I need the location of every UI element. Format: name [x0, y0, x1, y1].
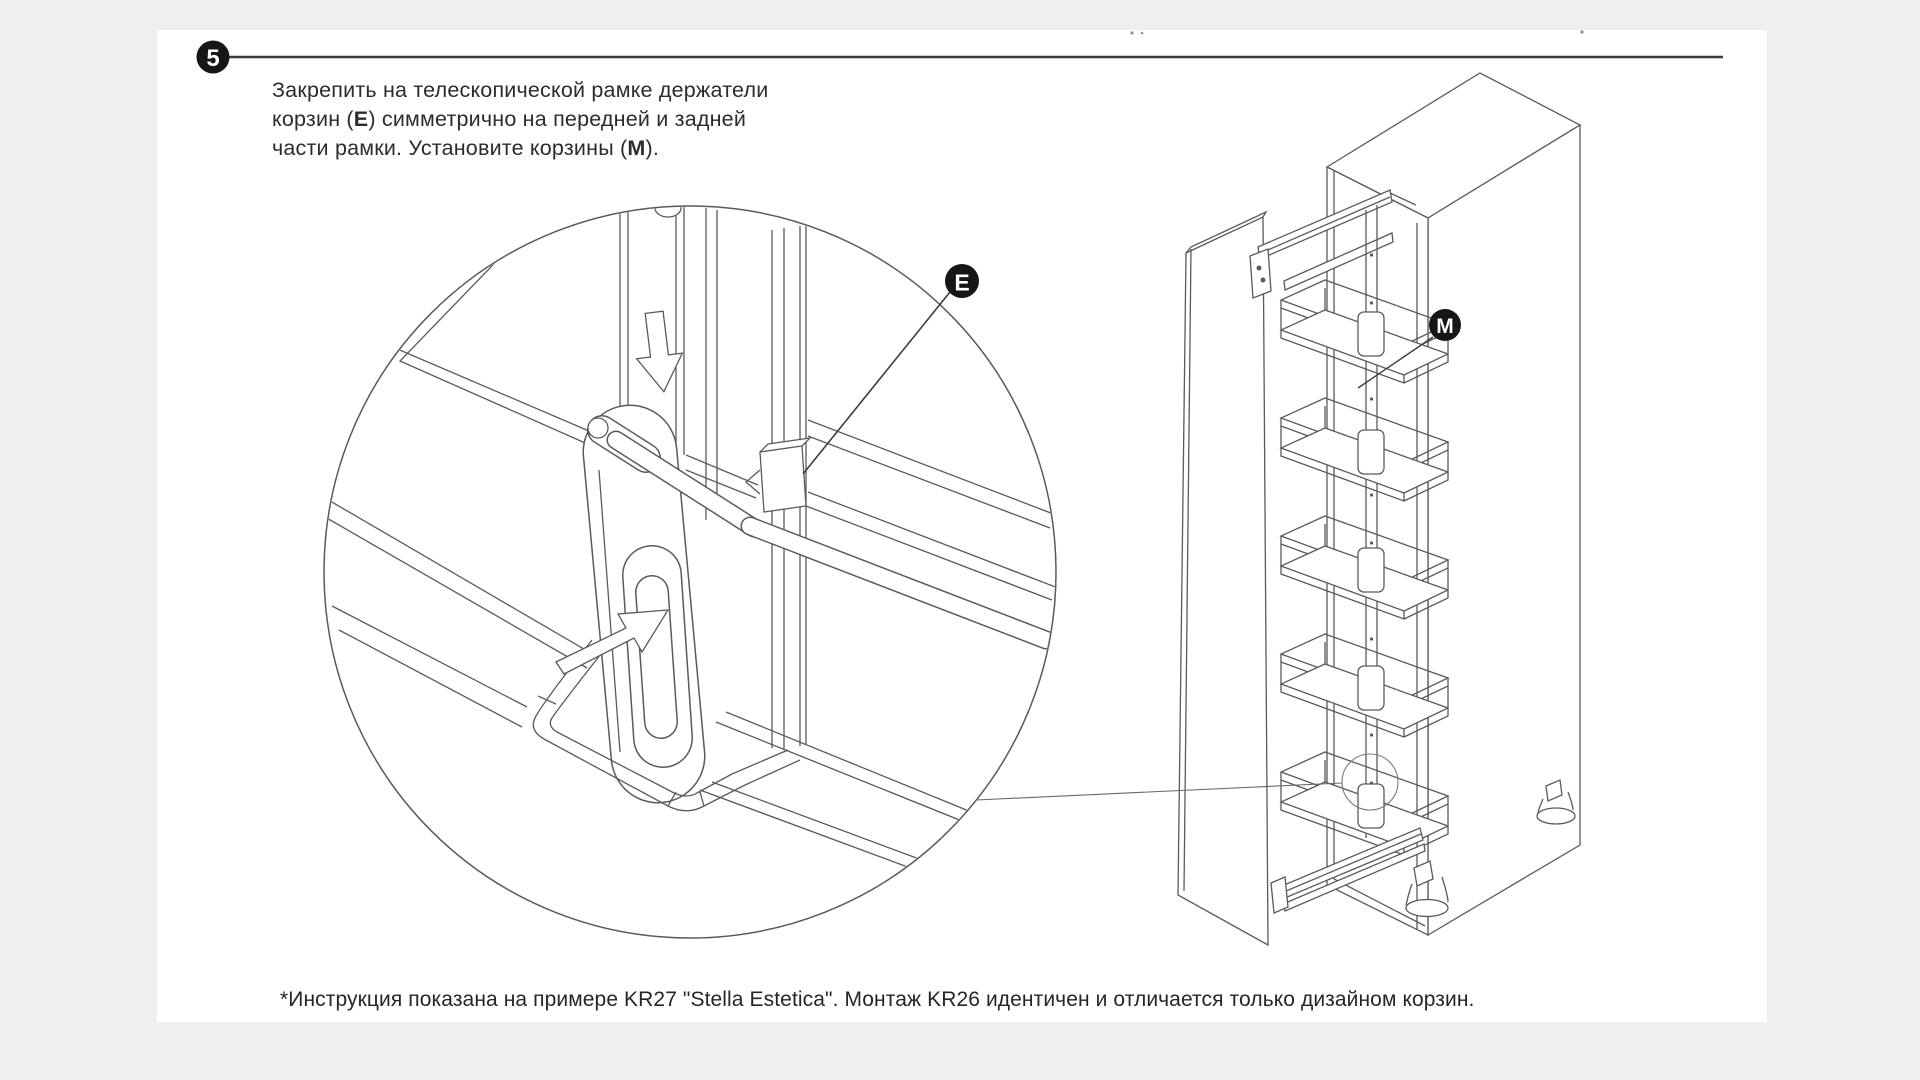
frame-rails-bottom	[700, 712, 1040, 905]
holder-clip-e	[746, 438, 810, 512]
part-label-e	[803, 264, 979, 474]
down-arrow-icon	[631, 309, 686, 394]
step-number: 5	[206, 45, 220, 72]
instruction-line-3: части рамки. Установите корзины (M).	[272, 136, 660, 160]
footnote-text: *Инструкция показана на примере KR27 "Stella Estetica". Монтаж KR26 идентичен и отличается только дизайном корзин.	[280, 988, 1475, 1011]
detail-connector-line	[976, 783, 1342, 800]
scan-artifact-dots	[1130, 30, 1583, 34]
frame-rails-right	[806, 420, 1058, 600]
label-e-text: E	[954, 269, 970, 296]
instruction-line-1: Закрепить на телескопической рамке держатели	[272, 78, 769, 102]
instruction-part-m: M	[627, 136, 646, 160]
detail-view	[324, 199, 1058, 938]
door-panel	[1178, 212, 1268, 945]
cabinet-view	[1178, 73, 1580, 945]
instruction-text	[272, 76, 768, 163]
label-m-text: M	[1436, 315, 1454, 338]
step-header	[197, 41, 1724, 74]
instruction-line-2: корзин (E) симметрично на передней и задней	[272, 107, 747, 131]
instruction-part-e: E	[353, 107, 369, 131]
basket-holder-bracket	[599, 452, 663, 756]
detail-circle	[324, 206, 1056, 938]
